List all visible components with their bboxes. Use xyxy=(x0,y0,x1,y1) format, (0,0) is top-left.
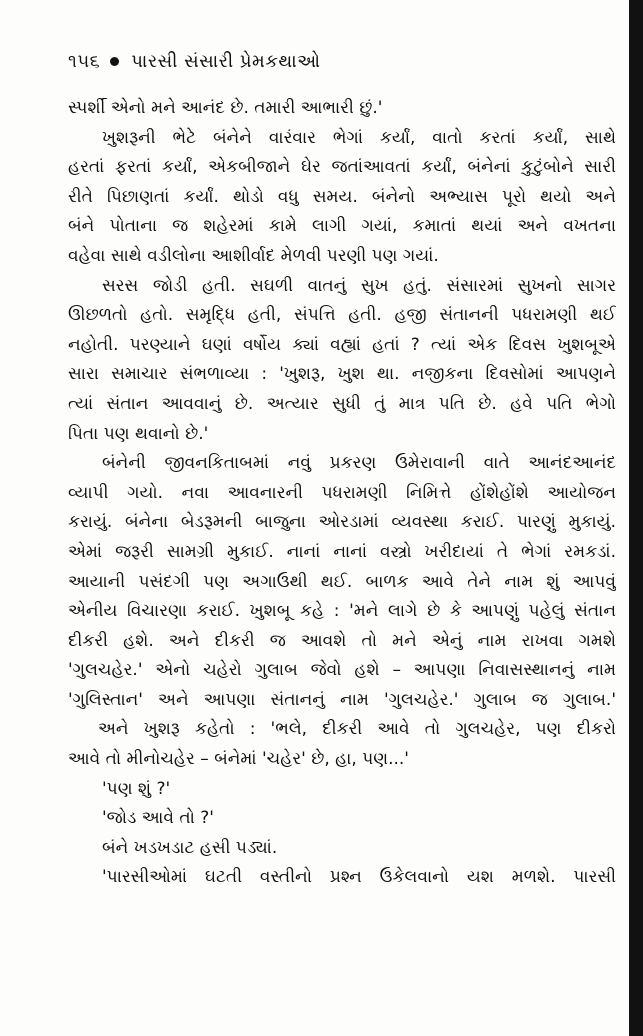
text-line: ત્યાં સંતાન આવવાનું છે. અત્યાર સુધી તું માત્ર પતિ છે. હવે પતિ ભેગો xyxy=(68,393,616,414)
text-line: બંને પોતાના જ શહેરમાં કામે લાગી ગયાં, કમાતાં થયાં અને વખતના xyxy=(68,216,616,237)
page-edge-shadow xyxy=(629,0,643,1036)
dialogue-line: 'પણ શું ?' xyxy=(102,778,171,799)
story-text xyxy=(68,94,616,893)
text-line: ઊછળતો હતો. સમૃદ્ધિ હતી, સંપત્તિ હતી. હજી સંતાનની પધરામણી થઈ xyxy=(68,305,616,326)
text-line: ખુશરૂની ભેટે બંનેને વારંવાર ભેગાં કર્યાં, વાતો કરતાં કર્યાં, સાથે xyxy=(102,127,616,148)
dialogue-line: 'જોડ આવે તો ?' xyxy=(102,808,214,829)
book-title: પારસી સંસારી પ્રેમકથાઓ xyxy=(131,50,321,72)
text-line: 'ગુલિસ્તાન' અને આપણા સંતાનનું નામ 'ગુલચહેર.' ગુલાબ જ ગુલાબ.' xyxy=(68,689,616,710)
text-line: સરસ જોડી હતી. સઘળી વાતનું સુખ હતું. સંસારમાં સુખનો સાગર xyxy=(102,275,616,296)
text-line: 'ગુલચહેર.' એનો ચહેરો ગુલાબ જેવો હશે – આપણા નિવાસસ્થાનનું નામ xyxy=(68,660,616,681)
text-line: 'પારસીઓમાં ઘટતી વસ્તીનો પ્રશ્ન ઉકેલવાનો યશ મળશે. પારસી xyxy=(102,867,616,888)
text-line: આયાની પસંદગી પણ અગાઉથી થઈ. બાળક આવે તેને નામ શું આપવું xyxy=(68,571,616,592)
text-line: એનીય વિચારણા કરાઈ. ખુશબૂ કહે : 'મને લાગે છે કે આપણું પહેલું સંતાન xyxy=(68,601,616,622)
page-number: ૧૫૬ xyxy=(68,50,101,72)
bullet-icon xyxy=(110,57,119,66)
text-line: એમાં જરૂરી સામગ્રી મુકાઈ. નાનાં નાનાં વસ્ત્રો ખરીદાયાં તે ભેગાં રમકડાં. xyxy=(68,541,616,562)
text-line: સ્પર્શી એનો મને આનંદ છે. તમારી આભારી છું.' xyxy=(68,98,383,118)
text-line: બંને ખડખડાટ હસી પડ્યાં. xyxy=(102,837,278,858)
text-line: રીતે પિછાણતાં કર્યાં. થોડો વધુ સમય. બંનેનો અભ્યાસ પૂરો થયો અને xyxy=(68,186,616,207)
text-line: વહેવા સાથે વડીલોના આશીર્વાદ મેળવી પરણી પણ ગયાં. xyxy=(68,245,439,266)
text-line: પિતા પણ થવાનો છે.' xyxy=(68,423,209,444)
text-line: આવે તો મીનોચહેર – બંનેમાં 'ચહેર' છે, હા, પણ...' xyxy=(68,749,409,770)
text-line: સારા સમાચાર સંભળાવ્યા : 'ખુશરૂ, ખુશ થા. નજીકના દિવસોમાં આપણને xyxy=(68,364,616,385)
text-line: બંનેની જીવનકિતાબમાં નવું પ્રકરણ ઉમેરાવાની વાતે આનંદઆનંદ xyxy=(102,453,616,474)
running-header xyxy=(68,46,608,76)
text-line: નહોતી. પરણ્યાને ઘણાં વર્ષોય ક્યાં વહ્યાં હતાં ? ત્યાં એક દિવસ ખુશબૂએ xyxy=(68,334,616,355)
text-line: કરાયું. બંનેના બેડરૂમની બાજુના ઓરડામાં વ્યવસ્થા કરાઈ. પારણું મુકાયું. xyxy=(68,512,616,533)
text-line: હરતાં ફરતાં કર્યાં, એકબીજાને ઘેર જતાંઆવતાં કર્યાં, બંનેનાં કુટુંબોને સારી xyxy=(68,157,616,178)
text-line: અને ખુશરૂ કહેતો : 'ભલે, દીકરી આવે તો ગુલચહેર, પણ દીકરો xyxy=(98,719,616,740)
text-line: વ્યાપી ગયો. નવા આવનારની પધરામણી નિમિત્તે હોંશેહોંશે આયોજન xyxy=(68,482,616,503)
text-line: દીકરી હશે. અને દીકરી જ આવશે તો મને એનું નામ રાખવા ગમશે xyxy=(68,630,616,651)
